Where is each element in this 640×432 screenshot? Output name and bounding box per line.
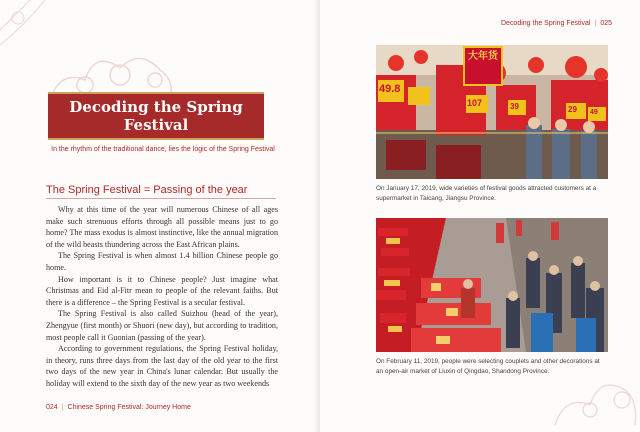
section-divider xyxy=(46,198,276,199)
paragraph: The Spring Festival is also called Suizhou (head of the year), Zhengyue (first month) or Shuori (new day), but according to tradition, most people call it Guonian (passing of the year). xyxy=(46,309,278,342)
price-tag: 49.8 xyxy=(379,83,401,95)
page-number: 025 xyxy=(600,20,612,27)
paragraph: Why at this time of the year will numerous Chinese of all ages make such strenuous efforts through all possible means just to go home? The mass exodus is almost instinctive, like the annual migration of the wild beasts thundering across the East African plains. xyxy=(46,205,278,249)
footer-separator: | xyxy=(61,404,64,411)
photo-caption: On January 17, 2019, wide varieties of festival goods attracted customers at a supermarket in Taicang, Jiangsu Province. xyxy=(376,185,597,202)
price-tag: 39 xyxy=(510,102,519,111)
chapter-subtitle: In the rhythm of the traditional dance, lies the logic of the Spring Festival xyxy=(51,146,275,153)
corner-ornament xyxy=(0,0,60,60)
price-tag: 49 xyxy=(590,109,598,116)
section-heading: The Spring Festival = Passing of the year xyxy=(46,184,248,196)
paragraph: How important is it to Chinese people? Just imagine what Christmas and Eid al-Fitr mean to people of the relevant faiths. But there is a difference – the Spring Festival is a secular festival. xyxy=(46,274,278,307)
price-tag: 29 xyxy=(568,105,577,114)
market-photo xyxy=(376,218,608,352)
chapter-title-banner xyxy=(48,92,264,140)
chapter-running-title: Decoding the Spring Festival xyxy=(500,20,591,27)
header-separator: | xyxy=(594,20,597,27)
page-header xyxy=(501,20,612,27)
paragraph: The Spring Festival is when almost 1.4 billion Chinese people go home. xyxy=(46,251,278,272)
supermarket-sign: 大年货 xyxy=(468,51,498,62)
supermarket-photo xyxy=(376,45,608,179)
price-tag: 107 xyxy=(467,98,483,108)
page-number: 024 xyxy=(46,404,58,411)
page-footer xyxy=(46,404,191,411)
paragraph: According to government regulations, the Spring Festival holiday, in theory, runs three days from the last day of the old year to the first two days of the new year in China's lunar calendar. But usually the holiday will extend to the sixth day of the new year as two weekends xyxy=(46,344,278,388)
body-text xyxy=(46,204,278,390)
photo-caption: On February 11, 2019, people were selecting couplets and other decorations at an open-air market of Liuxin of Qingdao, Shandong Province. xyxy=(376,358,600,375)
book-title: Chinese Spring Festival: Journey Home xyxy=(67,404,191,411)
chapter-title: Decoding the Spring Festival xyxy=(69,98,243,134)
